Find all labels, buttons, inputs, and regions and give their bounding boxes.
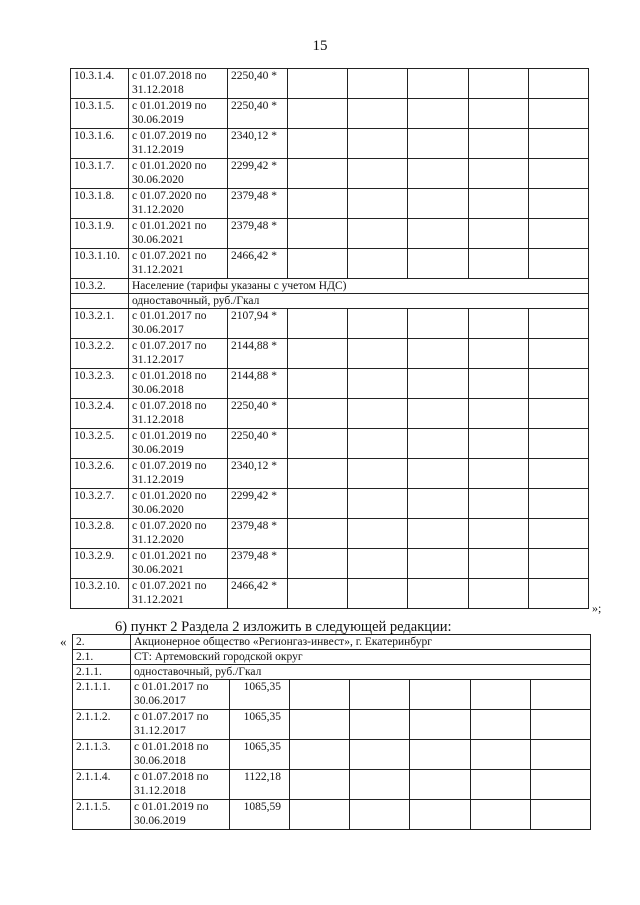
section-label: Акционерное общество «Регионгаз-инвест», г. Екатеринбург bbox=[131, 635, 591, 650]
empty-cell bbox=[288, 159, 348, 189]
empty-cell bbox=[288, 69, 348, 99]
empty-cell bbox=[408, 369, 469, 399]
empty-cell bbox=[348, 399, 408, 429]
empty-cell bbox=[529, 159, 589, 189]
row-number: 10.3.2.6. bbox=[71, 459, 129, 489]
period-cell: с 01.01.2017 по 30.06.2017 bbox=[129, 309, 228, 339]
tariff-value: 1065,35 bbox=[230, 710, 290, 740]
period-cell: с 01.07.2020 по 31.12.2020 bbox=[129, 189, 228, 219]
empty-cell bbox=[290, 680, 350, 710]
tariff-table-2 bbox=[72, 634, 591, 830]
empty-cell bbox=[348, 579, 408, 609]
empty-cell bbox=[350, 800, 410, 830]
empty-cell bbox=[348, 459, 408, 489]
empty-cell bbox=[348, 339, 408, 369]
row-number: 2. bbox=[73, 635, 131, 650]
period-cell: с 01.01.2018 по 30.06.2018 bbox=[129, 369, 228, 399]
empty-cell bbox=[288, 129, 348, 159]
empty-cell bbox=[529, 249, 589, 279]
empty-cell bbox=[471, 800, 531, 830]
tariff-value: 2466,42 * bbox=[228, 249, 288, 279]
empty-cell bbox=[531, 800, 591, 830]
tariff-value: 1065,35 bbox=[230, 740, 290, 770]
opening-quote: « bbox=[60, 634, 67, 649]
tariff-value: 2379,48 * bbox=[228, 219, 288, 249]
empty-cell bbox=[288, 339, 348, 369]
section-label: Население (тарифы указаны с учетом НДС) bbox=[129, 279, 589, 294]
empty-cell bbox=[471, 740, 531, 770]
period-cell: с 01.01.2018 по 30.06.2018 bbox=[131, 740, 230, 770]
empty-cell bbox=[469, 549, 529, 579]
row-number: 10.3.1.9. bbox=[71, 219, 129, 249]
period-cell: с 01.01.2020 по 30.06.2020 bbox=[129, 159, 228, 189]
empty-cell bbox=[469, 399, 529, 429]
empty-cell bbox=[471, 710, 531, 740]
empty-cell bbox=[408, 309, 469, 339]
empty-cell bbox=[350, 770, 410, 800]
empty-cell bbox=[531, 680, 591, 710]
tariff-value: 2379,48 * bbox=[228, 549, 288, 579]
table-row bbox=[71, 369, 589, 399]
empty-cell bbox=[290, 770, 350, 800]
table-row bbox=[71, 159, 589, 189]
row-number: 10.3.2.4. bbox=[71, 399, 129, 429]
period-cell: с 01.07.2019 по 31.12.2019 bbox=[129, 129, 228, 159]
empty-cell bbox=[469, 219, 529, 249]
empty-cell bbox=[469, 489, 529, 519]
empty-cell bbox=[408, 99, 469, 129]
empty-cell bbox=[288, 99, 348, 129]
tariff-value: 2299,42 * bbox=[228, 489, 288, 519]
empty-cell bbox=[529, 369, 589, 399]
row-number: 10.3.1.8. bbox=[71, 189, 129, 219]
empty-cell bbox=[531, 710, 591, 740]
table-row bbox=[71, 579, 589, 609]
empty-cell bbox=[290, 800, 350, 830]
empty-cell bbox=[408, 159, 469, 189]
empty-cell bbox=[410, 710, 471, 740]
tariff-table-1 bbox=[70, 68, 589, 609]
empty-cell bbox=[288, 519, 348, 549]
tariff-value: 2107,94 * bbox=[228, 309, 288, 339]
table-row bbox=[71, 309, 589, 339]
row-number: 2.1.1.5. bbox=[73, 800, 131, 830]
empty-cell bbox=[469, 99, 529, 129]
empty-cell bbox=[348, 309, 408, 339]
empty-cell bbox=[408, 579, 469, 609]
table-row bbox=[73, 680, 591, 710]
empty-cell bbox=[288, 399, 348, 429]
table-row bbox=[73, 635, 591, 650]
period-cell: с 01.01.2019 по 30.06.2019 bbox=[129, 99, 228, 129]
empty-cell bbox=[408, 519, 469, 549]
row-number: 10.3.2.7. bbox=[71, 489, 129, 519]
empty-cell bbox=[469, 189, 529, 219]
empty-cell bbox=[288, 489, 348, 519]
empty-cell bbox=[288, 309, 348, 339]
empty-cell bbox=[348, 159, 408, 189]
empty-cell bbox=[350, 740, 410, 770]
section-label: одноставочный, руб./Гкал bbox=[129, 294, 589, 309]
period-cell: с 01.07.2017 по 31.12.2017 bbox=[131, 710, 230, 740]
row-number: 2.1.1.2. bbox=[73, 710, 131, 740]
period-cell: с 01.07.2018 по 31.12.2018 bbox=[129, 69, 228, 99]
row-number: 10.3.2. bbox=[71, 279, 129, 294]
empty-cell bbox=[288, 429, 348, 459]
table-row bbox=[71, 69, 589, 99]
empty-cell bbox=[290, 710, 350, 740]
empty-cell bbox=[290, 740, 350, 770]
empty-cell bbox=[469, 69, 529, 99]
empty-cell bbox=[288, 369, 348, 399]
empty-cell bbox=[471, 680, 531, 710]
table-row bbox=[71, 249, 589, 279]
period-cell: с 01.07.2020 по 31.12.2020 bbox=[129, 519, 228, 549]
row-number: 2.1.1. bbox=[73, 665, 131, 680]
tariff-value: 2379,48 * bbox=[228, 519, 288, 549]
empty-cell bbox=[529, 189, 589, 219]
table-row bbox=[71, 519, 589, 549]
empty-cell bbox=[348, 489, 408, 519]
empty-cell bbox=[288, 249, 348, 279]
table-row bbox=[71, 294, 589, 309]
table-row bbox=[71, 459, 589, 489]
row-number: 10.3.1.6. bbox=[71, 129, 129, 159]
empty-cell bbox=[469, 249, 529, 279]
row-number: 10.3.2.8. bbox=[71, 519, 129, 549]
empty-cell bbox=[469, 519, 529, 549]
row-number: 10.3.1.5. bbox=[71, 99, 129, 129]
tariff-value: 1085,59 bbox=[230, 800, 290, 830]
tariff-value: 2144,88 * bbox=[228, 369, 288, 399]
empty-cell bbox=[410, 800, 471, 830]
empty-cell bbox=[529, 579, 589, 609]
empty-cell bbox=[469, 129, 529, 159]
empty-cell bbox=[408, 489, 469, 519]
empty-cell bbox=[288, 579, 348, 609]
table-row bbox=[71, 399, 589, 429]
row-number: 2.1. bbox=[73, 650, 131, 665]
empty-cell bbox=[408, 429, 469, 459]
empty-cell bbox=[350, 680, 410, 710]
period-cell: с 01.07.2017 по 31.12.2017 bbox=[129, 339, 228, 369]
section-label: одноставочный, руб./Гкал bbox=[131, 665, 591, 680]
table-row bbox=[73, 770, 591, 800]
table-row bbox=[73, 740, 591, 770]
tariff-value: 2299,42 * bbox=[228, 159, 288, 189]
row-number: 10.3.2.2. bbox=[71, 339, 129, 369]
table-row bbox=[71, 429, 589, 459]
empty-cell bbox=[348, 249, 408, 279]
empty-cell bbox=[410, 770, 471, 800]
empty-cell bbox=[410, 740, 471, 770]
period-cell: с 01.01.2020 по 30.06.2020 bbox=[129, 489, 228, 519]
empty-cell bbox=[469, 309, 529, 339]
empty-cell bbox=[529, 219, 589, 249]
table-row bbox=[71, 189, 589, 219]
tariff-value: 2379,48 * bbox=[228, 189, 288, 219]
empty-cell bbox=[408, 69, 469, 99]
empty-cell bbox=[348, 519, 408, 549]
empty-cell bbox=[348, 189, 408, 219]
empty-cell bbox=[529, 339, 589, 369]
empty-cell bbox=[348, 369, 408, 399]
tariff-value: 2466,42 * bbox=[228, 579, 288, 609]
empty-cell bbox=[408, 189, 469, 219]
tariff-value: 1122,18 bbox=[230, 770, 290, 800]
tariff-value: 2340,12 * bbox=[228, 459, 288, 489]
empty-cell bbox=[348, 219, 408, 249]
empty-cell bbox=[469, 429, 529, 459]
row-number: 10.3.1.7. bbox=[71, 159, 129, 189]
tariff-value: 2144,88 * bbox=[228, 339, 288, 369]
empty-cell bbox=[529, 69, 589, 99]
empty-cell bbox=[529, 129, 589, 159]
section-label: СТ: Артемовский городской округ bbox=[131, 650, 591, 665]
empty-cell bbox=[408, 459, 469, 489]
empty-cell bbox=[529, 549, 589, 579]
empty-cell bbox=[531, 740, 591, 770]
empty-cell bbox=[408, 399, 469, 429]
row-number: 10.3.2.1. bbox=[71, 309, 129, 339]
closing-quote: »; bbox=[592, 601, 602, 615]
empty-cell bbox=[531, 770, 591, 800]
row-number: 10.3.2.3. bbox=[71, 369, 129, 399]
empty-cell bbox=[408, 219, 469, 249]
tariff-value: 2250,40 * bbox=[228, 429, 288, 459]
period-cell: с 01.01.2017 по 30.06.2017 bbox=[131, 680, 230, 710]
row-number: 10.3.2.10. bbox=[71, 579, 129, 609]
table-row bbox=[71, 279, 589, 294]
table-row bbox=[71, 129, 589, 159]
table-row bbox=[71, 549, 589, 579]
row-number: 10.3.2.5. bbox=[71, 429, 129, 459]
empty-cell bbox=[529, 459, 589, 489]
row-number: 2.1.1.3. bbox=[73, 740, 131, 770]
empty-cell bbox=[348, 429, 408, 459]
empty-cell bbox=[408, 339, 469, 369]
empty-cell bbox=[529, 99, 589, 129]
empty-cell bbox=[469, 459, 529, 489]
period-cell: с 01.07.2021 по 31.12.2021 bbox=[129, 579, 228, 609]
table-row bbox=[73, 800, 591, 830]
page-number: 15 bbox=[312, 38, 328, 54]
row-number: 2.1.1.1. bbox=[73, 680, 131, 710]
tariff-value: 2250,40 * bbox=[228, 99, 288, 129]
empty-cell bbox=[529, 489, 589, 519]
empty-cell bbox=[348, 69, 408, 99]
period-cell: с 01.01.2019 по 30.06.2019 bbox=[131, 800, 230, 830]
empty-cell bbox=[471, 770, 531, 800]
empty-cell bbox=[288, 459, 348, 489]
table-row bbox=[73, 710, 591, 740]
table-row bbox=[73, 650, 591, 665]
tariff-value: 2250,40 * bbox=[228, 69, 288, 99]
table-row bbox=[73, 665, 591, 680]
empty-cell bbox=[469, 369, 529, 399]
table-row bbox=[71, 219, 589, 249]
empty-cell bbox=[408, 249, 469, 279]
table-row bbox=[71, 99, 589, 129]
empty-cell bbox=[469, 339, 529, 369]
row-number: 10.3.1.10. bbox=[71, 249, 129, 279]
empty-cell bbox=[529, 309, 589, 339]
tariff-value: 2250,40 * bbox=[228, 399, 288, 429]
empty-cell bbox=[348, 129, 408, 159]
empty-cell bbox=[529, 429, 589, 459]
row-number: 2.1.1.4. bbox=[73, 770, 131, 800]
empty-cell bbox=[348, 549, 408, 579]
period-cell: с 01.01.2021 по 30.06.2021 bbox=[129, 549, 228, 579]
empty-cell bbox=[350, 710, 410, 740]
empty-cell bbox=[469, 579, 529, 609]
empty-cell bbox=[288, 219, 348, 249]
empty-cell bbox=[348, 99, 408, 129]
period-cell: с 01.01.2019 по 30.06.2019 bbox=[129, 429, 228, 459]
row-number: 10.3.1.4. bbox=[71, 69, 129, 99]
empty-cell bbox=[529, 399, 589, 429]
section-heading: 6) пункт 2 Раздела 2 изложить в следующей редакции: bbox=[115, 619, 452, 635]
tariff-value: 1065,35 bbox=[230, 680, 290, 710]
table-row bbox=[71, 339, 589, 369]
empty-cell bbox=[408, 549, 469, 579]
period-cell: с 01.07.2021 по 31.12.2021 bbox=[129, 249, 228, 279]
period-cell: с 01.07.2018 по 31.12.2018 bbox=[131, 770, 230, 800]
period-cell: с 01.07.2019 по 31.12.2019 bbox=[129, 459, 228, 489]
empty-cell bbox=[410, 680, 471, 710]
empty-cell bbox=[469, 159, 529, 189]
tariff-value: 2340,12 * bbox=[228, 129, 288, 159]
empty-cell bbox=[288, 189, 348, 219]
row-number: 10.3.2.9. bbox=[71, 549, 129, 579]
empty-cell bbox=[408, 129, 469, 159]
period-cell: с 01.01.2021 по 30.06.2021 bbox=[129, 219, 228, 249]
empty-cell bbox=[529, 519, 589, 549]
empty-cell bbox=[288, 549, 348, 579]
period-cell: с 01.07.2018 по 31.12.2018 bbox=[129, 399, 228, 429]
table-row bbox=[71, 489, 589, 519]
row-number bbox=[71, 294, 129, 309]
